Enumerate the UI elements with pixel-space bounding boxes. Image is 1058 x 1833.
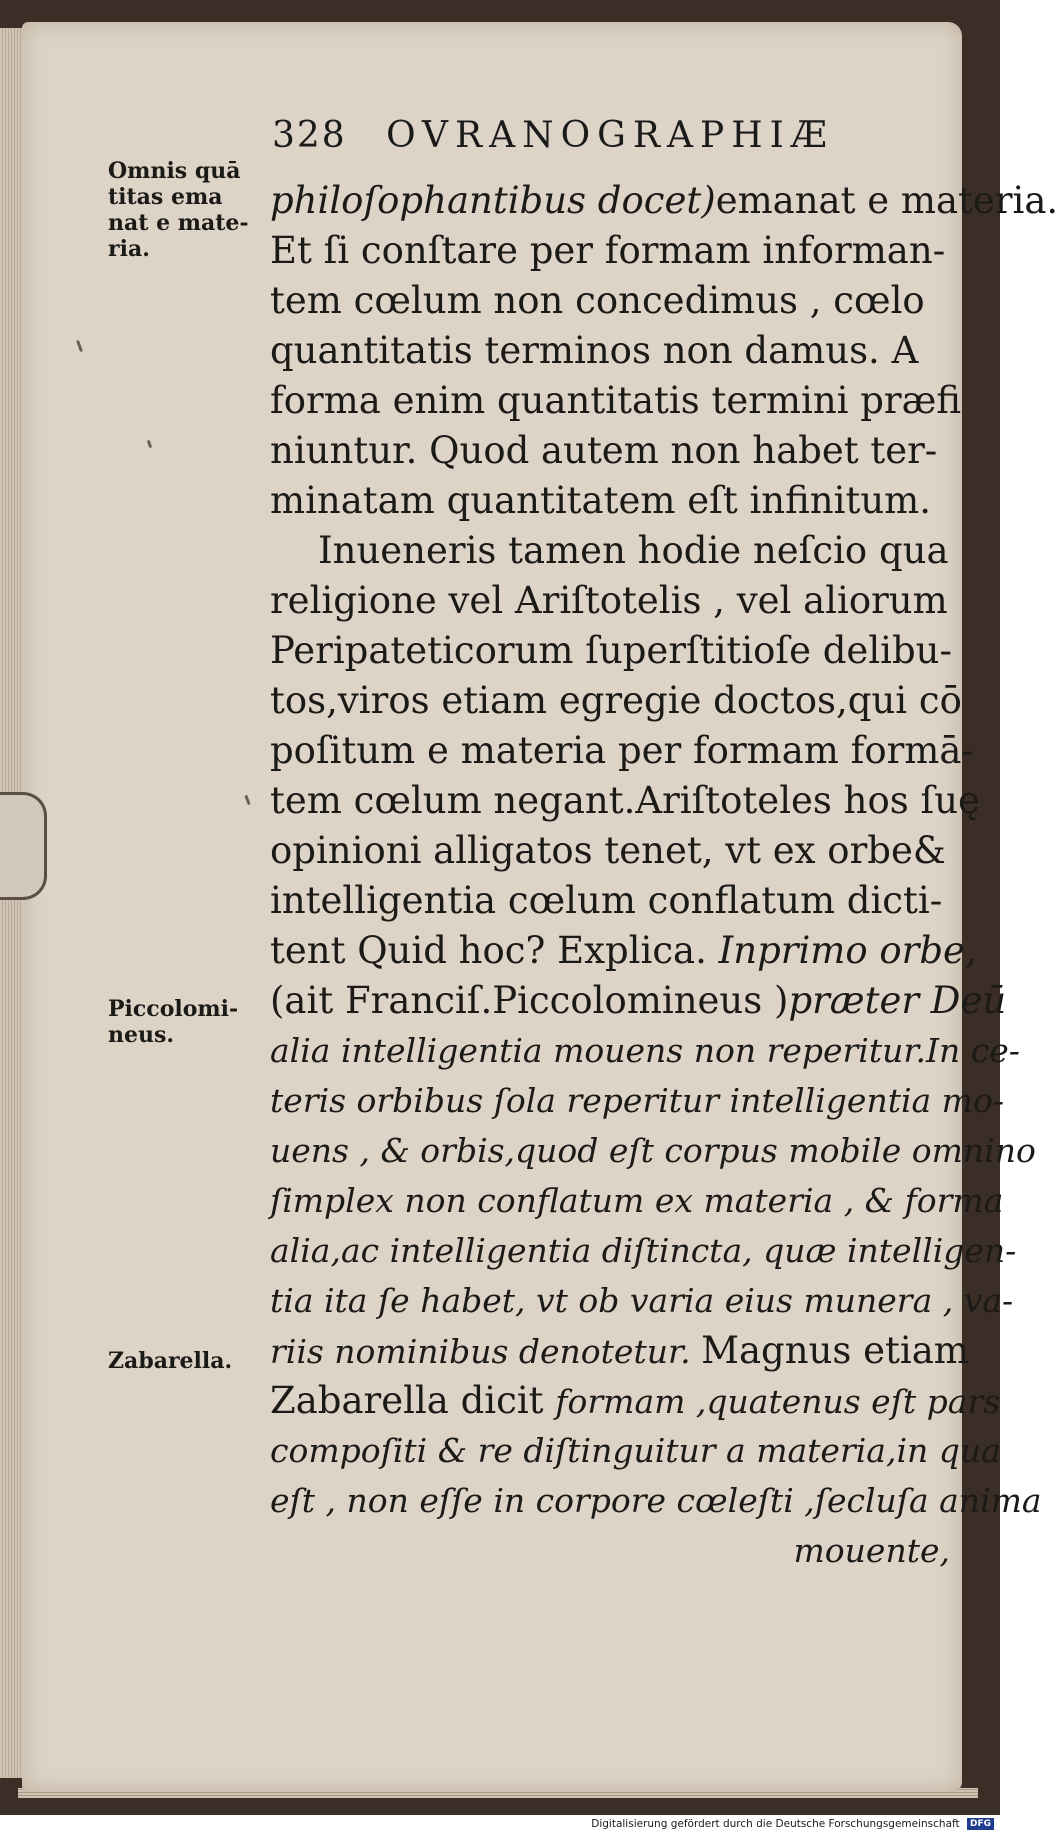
- funding-credit: Digitalisierung gefördert durch die Deutsche Forschungsgemeinschaft: [591, 1818, 960, 1830]
- clasp-strap: [0, 792, 47, 900]
- body-line: minatam quantitatem eſt infinitum.: [270, 479, 931, 522]
- body-line: poſitum e materia per formam formā-: [270, 729, 974, 772]
- body-line: Et ſi conſtare per formam informan-: [270, 229, 946, 272]
- body-line: forma enim quantitatis termini præfi: [270, 379, 962, 422]
- body-line: intelligentia cœlum conflatum dicti-: [270, 879, 943, 922]
- body-line: opinioni alligatos tenet, vt ex orbe&: [270, 829, 946, 872]
- margin-note-zabarella: [108, 1348, 268, 1374]
- body-line: alia intelligentia mouens non reperitur.In ce-: [270, 1031, 1020, 1070]
- margin-note-line: Omnis quā: [108, 158, 241, 184]
- body-line: Zabarella dicit formam ,quatenus eſt pars: [270, 1379, 1001, 1422]
- margin-note-line: nat e mate-: [108, 210, 249, 236]
- body-line: tem cœlum negant.Ariſtoteles hos ſuę: [270, 779, 980, 822]
- body-line: teris orbibus ſola reperitur intelligentia mo-: [270, 1081, 1004, 1120]
- body-line: ſimplex non conflatum ex materia , & forma: [270, 1181, 1004, 1220]
- digitization-footer: [0, 1815, 1000, 1833]
- margin-note-omnis: [108, 158, 268, 262]
- margin-note-line: Piccolomi-: [108, 996, 239, 1022]
- body-line: Peripateticorum ſuperſtitioſe delibu-: [270, 629, 953, 672]
- body-line: tem cœlum non concedimus , cœlo: [270, 279, 925, 322]
- margin-note-line: ria.: [108, 236, 150, 262]
- margin-note-line: titas ema: [108, 184, 223, 210]
- body-line: tent Quid hoc? Explica. Inprimo orbe,: [270, 929, 977, 972]
- body-line: eſt , non eſſe in corpore cœleſti ,ſecluſa anima: [270, 1481, 1042, 1520]
- body-line: alia,ac intelligentia diſtincta, quæ intelligen-: [270, 1231, 1017, 1270]
- body-line: philoſophantibus docet)emanat e materia.: [270, 179, 1058, 222]
- body-line: niuntur. Quod autem non habet ter-: [270, 429, 938, 472]
- dfg-logo: DFG: [967, 1818, 994, 1830]
- body-line: (ait Franciſ.Piccolomineus )præter Deū: [270, 979, 1007, 1022]
- page-number: 328: [272, 115, 347, 156]
- body-line: uens , & orbis,quod eſt corpus mobile omnino: [270, 1131, 1036, 1170]
- running-head: [272, 115, 834, 156]
- running-title: OVRANOGRAPHIÆ: [386, 115, 834, 156]
- body-line: tia ita ſe habet, vt ob varia eius munera , va-: [270, 1281, 1014, 1320]
- margin-note-line: neus.: [108, 1022, 175, 1048]
- margin-note-piccolomineus: [108, 996, 268, 1048]
- body-line: compoſiti & re diſtinguitur a materia,in qua: [270, 1431, 1001, 1470]
- body-line: religione vel Ariſtotelis , vel aliorum: [270, 579, 948, 622]
- catchword: mouente,: [793, 1531, 950, 1570]
- margin-note-line: Zabarella.: [108, 1348, 233, 1374]
- body-line: tos,viros etiam egregie doctos,qui cō: [270, 679, 962, 722]
- body-line: quantitatis terminos non damus. A: [270, 329, 919, 372]
- body-line: riis nominibus denotetur. Magnus etiam: [270, 1329, 969, 1372]
- body-line: Inueneris tamen hodie neſcio qua: [318, 529, 949, 572]
